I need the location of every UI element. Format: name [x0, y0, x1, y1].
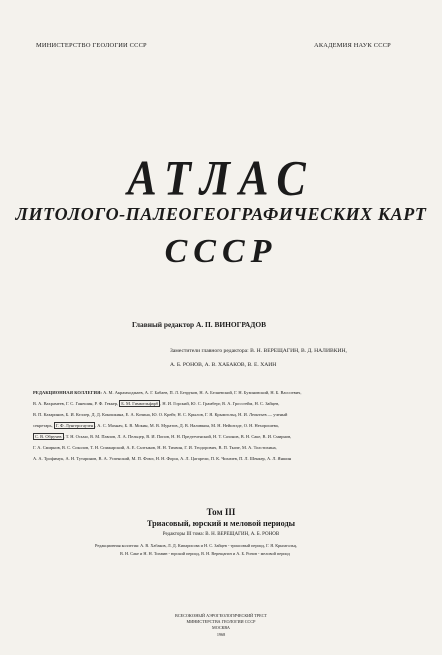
atlas-title: АТЛАС: [127, 151, 315, 206]
board-names: , Н. И. Горский, Ю. С. Грамберг, В. А. Гроссгейм, Н. С. Зайцев,: [160, 401, 280, 406]
deputy-editors-line-2: А. Б. РОНОВ, А. В. ХАБАКОВ, В. Е. ХАИН: [170, 362, 277, 368]
board-line-4: [33, 420, 411, 431]
deputy-editors-line-1: Заместители главного редактора: В. Н. ВЕРЕЩАГИН, В. Д. НАЛИВКИН,: [170, 348, 347, 354]
volume-title: Том III: [206, 507, 236, 517]
volume-editors: Редакторы III тома: В. Н. ВЕРЕЩАГИН, А. Б. РОНОВ: [162, 532, 280, 537]
publisher-ministry: МИНИСТЕРСТВА ГЕОЛОГИИ СССР: [186, 619, 256, 624]
board-names: , А. С. Махнач, Б. В. Мокин, М. В. Муратов, Д. В. Наливкин, М. Н. Нейштадт, О. Н. Нехорошева,: [95, 423, 279, 428]
board-names: А. М. Акрамходжаев, А. Г. Бабаев, П. Л. Безруков, Н. А. Беляевский, Г. Н. Бузиновский, Н. Б. Вассоевич,: [103, 390, 302, 395]
header-ministry: МИНИСТЕРСТВО ГЕОЛОГИИ СССР: [36, 42, 147, 49]
board-line-3: [33, 409, 411, 420]
boxed-name: Г. Ф. Лунгерсгаузен: [55, 423, 94, 428]
board-names: , Т. Н. Осьмо, В. М. Павлов, Л. А. Пельцер, В. И. Попов, Н. Н. Предтеченский, Н. Т. Сазонов, В. Н. Саке, В. И. Смирнов,: [63, 434, 292, 439]
volume-board-line-2: В. Н. Саке и Н. Н. Тихвин - юрский период, В. Н. Верещагин и А. Б. Ронов - меловой период: [120, 551, 290, 556]
board-line-2: [33, 398, 411, 409]
publisher-trust: ВСЕСОЮЗНЫЙ АЭРОГЕОЛОГИЧЕСКИЙ ТРЕСТ: [174, 613, 268, 618]
board-line-6: [33, 442, 411, 453]
board-line-1: [33, 387, 411, 398]
atlas-subtitle: ЛИТОЛОГО-ПАЛЕОГЕОГРАФИЧЕСКИХ КАРТ: [15, 204, 427, 224]
board-names: В. А. Вахрамеев, Г. С. Ганешин, Р. Ф. Геккер,: [33, 401, 119, 406]
board-names: Г. А. Смирнов, В. С. Соколов, Т. Н. Спижарский, А. Е. Салтыков, Н. Н. Тихвин, Г. И. Теодорович, В. П. Ткаче, М. А. Толстихина,: [33, 445, 277, 450]
publisher-city: МОСКВА: [212, 625, 230, 630]
atlas-country: СССР: [164, 233, 278, 270]
publication-year: 1968: [216, 632, 226, 637]
boxed-name: Б. М. Гиммельфарб: [121, 401, 159, 406]
header-academy: АКАДЕМИЯ НАУК СССР: [314, 42, 391, 49]
editorial-board: [33, 387, 411, 464]
board-names: А. А. Трофимук, А. Н. Тутаринов, В. А. Успенский, М. П. Фомэ, Н. Н. Форш, А. Л. Цагарели, П. К. Чихачев, П. Л. Шенкер, А. Л. Яншин: [33, 456, 292, 461]
chief-editor: Главный редактор А. П. ВИНОГРАДОВ: [132, 320, 267, 329]
volume-subtitle: Триасовый, юрский и меловой периоды: [146, 519, 295, 528]
board-names: В. П. Казаринов, Б. И. Келлер, Д. Д. Кокошкина, Е. А. Кочина, Ю. О. Крейт, Н. С. Крылов, Г. Я. Крымгольц, Н. И. Леонтьев — ученый: [33, 412, 288, 417]
board-line-5: [33, 431, 411, 442]
board-line-7: [33, 453, 411, 464]
volume-board-line-1: Редакционная коллегия: А. В. Хабаков, Л. Д. Кипарисова и Н. С. Зайцев - триасовый период, Г. Я. Крымгольц,: [95, 543, 298, 548]
boxed-name: С. В. Обручев: [35, 434, 62, 439]
board-label: РЕДАКЦИОННАЯ КОЛЛЕГИЯ:: [33, 390, 102, 395]
board-names: секретарь,: [33, 423, 53, 428]
